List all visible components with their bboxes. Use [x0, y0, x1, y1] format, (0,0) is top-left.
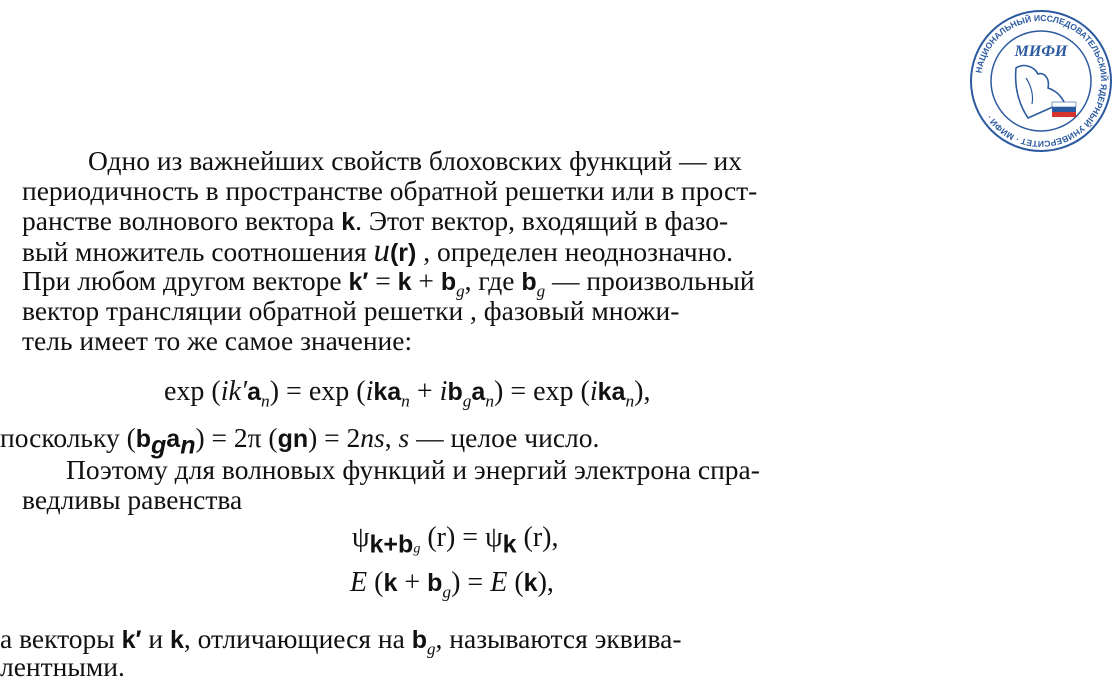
equation-exp: $\exp (ik'a_n) = \exp (ika_n + ib_ga_n) = \exp (ika_n)$, — [164, 376, 651, 411]
text-line: а векторы k′ и k, отличающиеся на $b_g$, называются эквива- — [0, 623, 682, 659]
text-line: вектор трансляции обратной решетки , фазовый множи- — [22, 295, 680, 326]
seal-ring-text: НАЦИОНАЛЬНЫЙ ИССЛЕДОВАТЕЛЬСКИЙ ЯДЕРНЫЙ УНИВЕРСИТЕТ · МИФИ · — [973, 12, 1110, 150]
text-line: ведливы равенства — [22, 484, 243, 515]
text-line: ранстве волнового вектора k. Этот вектор, входящий в фазо- — [22, 205, 729, 236]
seal-center-text: МИФИ — [1014, 43, 1068, 60]
text-line: При любом другом векторе $k' = k + b_g$, где $b_g$ — произвольный — [22, 265, 755, 301]
text-line: Поэтому для волновых функций и энергий электрона спра- — [66, 454, 760, 485]
text-line: тель имеет то же самое значение: — [22, 325, 413, 356]
university-seal-logo — [968, 8, 1114, 154]
text-line: периодичность в пространстве обратной решетки или в прост- — [22, 175, 758, 206]
equation-psi: $\psi_{k+bg}$ $(r) = \psi_k$ (r), — [352, 522, 559, 559]
text-line: вый множитель соотношения u(r) , определен неоднозначно. — [22, 233, 733, 269]
text-line: Одно из важнейших свойств блоховских функций — их — [88, 145, 742, 176]
text-line: лентными. — [0, 651, 125, 682]
equation-energy: E $(k + b_g) = E$ (k), — [350, 567, 554, 602]
text-line-since: поскольку $(b_ga_n) = 2\pi$ (gn) = 2ns, s — целое число. — [0, 422, 600, 460]
